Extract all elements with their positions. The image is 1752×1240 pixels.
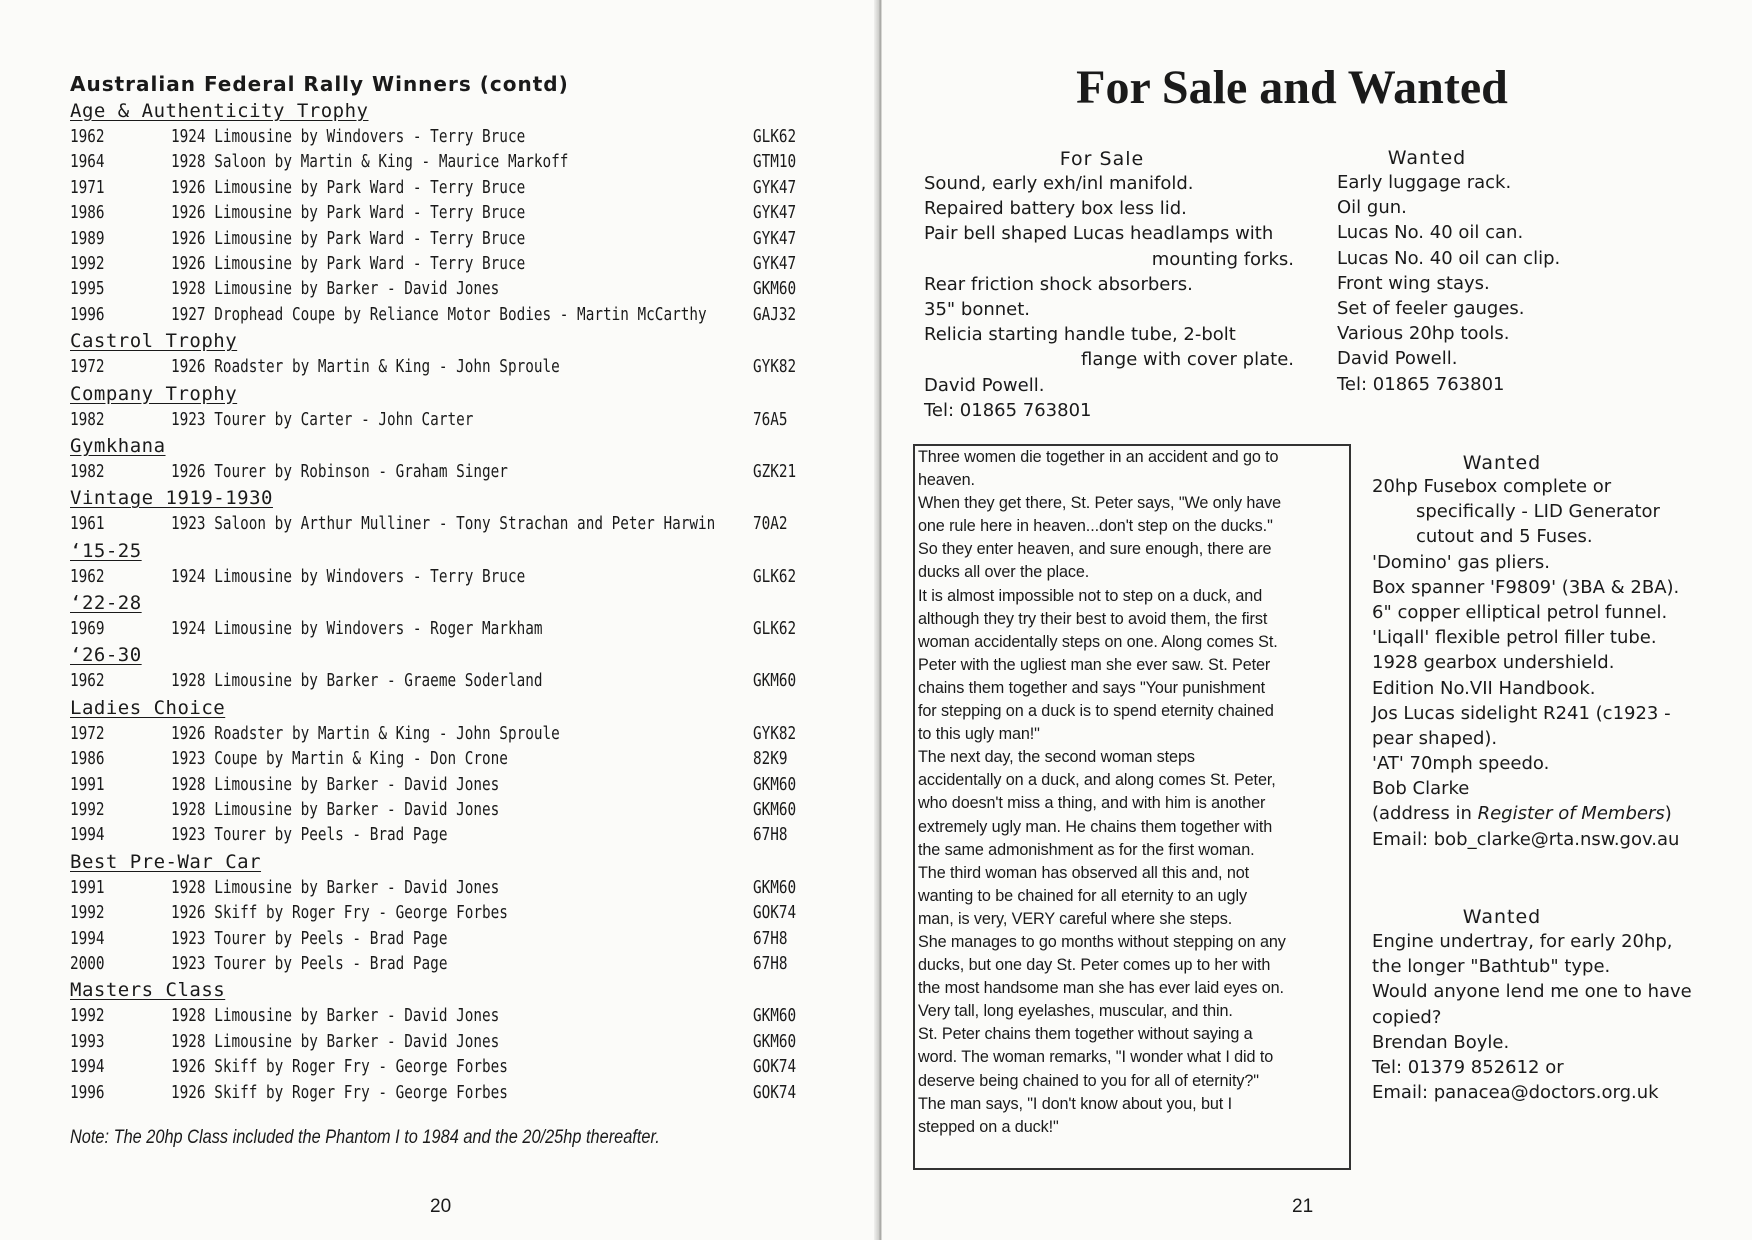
wanted-item: 6" copper elliptical petrol funnel. xyxy=(1372,601,1668,623)
story-line: to this ugly man!" xyxy=(918,725,1040,744)
car-registration: GLK62 xyxy=(753,566,797,587)
winner-year: 1986 xyxy=(70,749,105,770)
winner-description: 1926 Limousine by Park Ward - Terry Bruce xyxy=(171,253,526,274)
winner-description: 1927 Drophead Coupe by Reliance Motor Bodies - Martin McCarthy xyxy=(171,304,707,325)
wanted-item: Email: panacea@doctors.org.uk xyxy=(1372,1082,1659,1104)
story-line: extremely ugly man. He chains them together with xyxy=(918,817,1273,836)
car-registration: 76A5 xyxy=(753,409,788,430)
section-heading xyxy=(70,485,850,512)
wanted-list-2 xyxy=(1372,474,1732,852)
winner-description: 1923 Coupe by Martin & King - Don Crone xyxy=(171,749,508,770)
wanted-item: 'AT' 70mph speedo. xyxy=(1372,753,1550,775)
car-registration: GTM10 xyxy=(753,152,797,173)
wanted-item: specifically - LID Generator xyxy=(1416,501,1660,523)
duck-joke-story xyxy=(918,446,1350,1139)
wanted-item: Bob Clarke xyxy=(1372,778,1470,800)
section-heading xyxy=(70,433,850,460)
wanted-list-3 xyxy=(1372,929,1732,1105)
story-line: When they get there, St. Peter says, "We only have xyxy=(918,494,1282,513)
wanted-item: Box spanner 'F9809' (3BA & 2BA). xyxy=(1372,576,1680,598)
story-line: stepped on a duck!" xyxy=(918,1117,1059,1136)
winner-row xyxy=(70,901,850,926)
story-line: one rule here in heaven...don't step on the ducks." xyxy=(918,517,1273,536)
winner-description: 1923 Tourer by Peels - Brad Page xyxy=(171,928,448,949)
story-line: The man says, "I don't know about you, but I xyxy=(918,1094,1232,1113)
story-line: the same admonishment as for the first woman. xyxy=(918,840,1255,859)
wanted-item: Various 20hp tools. xyxy=(1337,323,1510,345)
wanted-item: 'Liqall' flexible petrol filler tube. xyxy=(1372,627,1657,649)
for-sale-item: Relicia starting handle tube, 2-bolt xyxy=(924,324,1236,346)
winner-row xyxy=(70,1004,850,1029)
section-heading xyxy=(70,849,850,876)
winner-row xyxy=(70,460,850,485)
winner-year: 1992 xyxy=(70,1006,105,1027)
story-line: It is almost impossible not to step on a duck, and xyxy=(918,586,1263,605)
winner-description: 1928 Limousine by Barker - David Jones xyxy=(171,800,500,821)
car-registration: GYK82 xyxy=(753,723,797,744)
car-registration: GKM60 xyxy=(753,1006,797,1027)
winner-year: 1982 xyxy=(70,409,105,430)
winner-year: 1995 xyxy=(70,279,105,300)
winner-year: 1996 xyxy=(70,1082,105,1103)
winner-description: 1928 Limousine by Barker - David Jones xyxy=(171,774,500,795)
wanted-item: Lucas No. 40 oil can clip. xyxy=(1337,247,1561,269)
rally-winners-title: Australian Federal Rally Winners (contd) xyxy=(70,72,569,96)
section-heading xyxy=(70,642,850,669)
section-heading-text: ‘15-25 xyxy=(70,539,142,562)
winner-description: 1924 Limousine by Windovers - Terry Bruce xyxy=(171,127,526,147)
winner-row xyxy=(70,952,850,977)
wanted-item: Tel: 01865 763801 xyxy=(1337,373,1505,395)
story-line: The third woman has observed all this and, not xyxy=(918,863,1250,882)
story-line: word. The woman remarks, "I wonder what I did to xyxy=(918,1048,1274,1067)
winner-description: 1928 Saloon by Martin & King - Maurice Markoff xyxy=(171,152,569,173)
winner-year: 1962 xyxy=(70,566,105,587)
winner-description: 1924 Limousine by Windovers - Roger Markham xyxy=(171,619,543,640)
section-heading xyxy=(70,381,850,408)
wanted-item: the longer "Bathtub" type. xyxy=(1372,956,1611,978)
story-line: woman accidentally steps on one. Along comes St. xyxy=(918,632,1278,651)
winner-row xyxy=(70,277,850,302)
winner-year: 1993 xyxy=(70,1031,105,1052)
wanted-item: (address in Register of Members) xyxy=(1372,803,1672,825)
winner-description: 1923 Tourer by Peels - Brad Page xyxy=(171,825,448,846)
winner-year: 1972 xyxy=(70,723,105,744)
winner-row xyxy=(70,617,850,642)
winner-year: 1991 xyxy=(70,774,105,795)
for-sale-item: Sound, early exh/inl manifold. xyxy=(924,173,1194,194)
section-heading xyxy=(70,538,850,565)
winner-description: 1926 Tourer by Robinson - Graham Singer xyxy=(171,461,508,482)
winner-row xyxy=(70,565,850,590)
for-sale-item: flange with cover plate. xyxy=(1081,349,1294,371)
section-heading-text: Gymkhana xyxy=(70,434,166,457)
wanted-item: Early luggage rack. xyxy=(1337,172,1512,193)
story-line: who doesn't miss a thing, and with him is another xyxy=(918,794,1266,813)
wanted-item: Would anyone lend me one to have xyxy=(1372,981,1692,1003)
winner-description: 1926 Skiff by Roger Fry - George Forbes xyxy=(171,903,508,924)
for-sale-item: Rear friction shock absorbers. xyxy=(924,273,1193,295)
winner-row xyxy=(70,1055,850,1080)
winner-description: 1928 Limousine by Barker - David Jones xyxy=(171,279,500,300)
winner-year: 1969 xyxy=(70,619,105,640)
winner-row xyxy=(70,1081,850,1106)
for-sale-item: Tel: 01865 763801 xyxy=(924,399,1092,421)
car-registration: GAJ32 xyxy=(753,304,797,325)
winner-year: 1961 xyxy=(70,514,105,535)
car-registration: GYK47 xyxy=(753,253,797,274)
winner-row xyxy=(70,798,850,823)
car-registration: GKM60 xyxy=(753,877,797,898)
winner-year: 1994 xyxy=(70,1057,105,1078)
wanted-heading-1: Wanted xyxy=(1387,147,1467,169)
story-line: ducks all over the place. xyxy=(918,563,1090,582)
winner-row xyxy=(70,303,850,328)
for-sale-item: David Powell. xyxy=(924,374,1045,396)
winner-row xyxy=(70,773,850,798)
car-registration: GYK47 xyxy=(753,177,797,198)
winner-year: 1971 xyxy=(70,177,105,198)
car-registration: GLK62 xyxy=(753,127,797,147)
winner-row xyxy=(70,876,850,901)
car-registration: 82K9 xyxy=(753,749,788,770)
section-heading-text: Best Pre-War Car xyxy=(70,850,262,873)
car-registration: 70A2 xyxy=(753,514,788,535)
winner-description: 1926 Skiff by Roger Fry - George Forbes xyxy=(171,1057,508,1078)
winner-row xyxy=(70,722,850,747)
winner-year: 1964 xyxy=(70,152,105,173)
section-heading xyxy=(70,695,850,722)
story-line: man, is very, VERY careful where she steps. xyxy=(918,909,1233,928)
winner-row xyxy=(70,823,850,848)
winner-row xyxy=(70,927,850,952)
rally-winners-list xyxy=(70,98,850,1106)
car-registration: GLK62 xyxy=(753,619,797,640)
winner-description: 1928 Limousine by Barker - David Jones xyxy=(171,1006,500,1027)
for-sale-list xyxy=(924,171,1294,423)
car-registration: 67H8 xyxy=(753,928,788,949)
wanted-item: Tel: 01379 852612 or xyxy=(1372,1056,1564,1078)
section-heading-text: Age & Authenticity Trophy xyxy=(70,100,369,122)
section-heading-text: Vintage 1919-1930 xyxy=(70,487,273,510)
winner-year: 1989 xyxy=(70,228,105,249)
winner-year: 1994 xyxy=(70,825,105,846)
winner-row xyxy=(70,252,850,277)
car-registration: GOK74 xyxy=(753,903,797,924)
story-line: wanting to be chained for all eternity to an ugly xyxy=(918,886,1247,905)
story-line: the most handsome man she has ever laid eyes on. xyxy=(918,979,1284,998)
winner-year: 1996 xyxy=(70,304,105,325)
winner-description: 1923 Tourer by Peels - Brad Page xyxy=(171,953,448,974)
wanted-item: Jos Lucas sidelight R241 (c1923 - xyxy=(1372,702,1671,724)
winner-year: 1962 xyxy=(70,671,105,692)
section-heading xyxy=(70,977,850,1004)
winner-description: 1926 Roadster by Martin & King - John Sproule xyxy=(171,357,560,378)
winner-description: 1926 Limousine by Park Ward - Terry Bruce xyxy=(171,203,526,224)
winner-year: 2000 xyxy=(70,953,105,974)
winner-year: 1992 xyxy=(70,253,105,274)
wanted-list-1 xyxy=(1337,170,1637,397)
winner-description: 1926 Limousine by Park Ward - Terry Bruce xyxy=(171,228,526,249)
car-registration: 67H8 xyxy=(753,953,788,974)
wanted-heading-3: Wanted xyxy=(1462,906,1542,928)
winner-description: 1926 Limousine by Park Ward - Terry Bruce xyxy=(171,177,526,198)
winner-description: 1926 Roadster by Martin & King - John Sproule xyxy=(171,723,560,744)
story-line: ducks, but one day St. Peter comes up to her with xyxy=(918,956,1271,975)
car-registration: GKM60 xyxy=(753,774,797,795)
winner-year: 1982 xyxy=(70,461,105,482)
story-line: for stepping on a duck is to spend eternity chained xyxy=(918,702,1274,721)
story-line: deserve being chained to you for all of eternity?" xyxy=(918,1071,1259,1090)
winner-row xyxy=(70,512,850,537)
car-registration: GKM60 xyxy=(753,671,797,692)
section-heading-text: Ladies Choice xyxy=(70,696,226,719)
wanted-item: Oil gun. xyxy=(1337,197,1407,219)
wanted-item: cutout and 5 Fuses. xyxy=(1416,526,1593,548)
story-line: The next day, the second woman steps xyxy=(918,748,1195,767)
section-heading xyxy=(70,328,850,355)
for-sale-item: 35" bonnet. xyxy=(924,298,1031,320)
story-line: although they try their best to avoid them, the first xyxy=(918,609,1268,628)
car-registration: 67H8 xyxy=(753,825,788,846)
wanted-item: pear shaped). xyxy=(1372,727,1498,749)
story-line: accidentally on a duck, and along comes St. Peter, xyxy=(918,771,1276,790)
car-registration: GYK82 xyxy=(753,357,797,378)
class-note: Note: The 20hp Class included the Phantom I to 1984 and the 20/25hp thereafter. xyxy=(70,1127,660,1148)
story-line: She manages to go months without stepping on any xyxy=(918,932,1286,951)
wanted-item: copied? xyxy=(1372,1006,1442,1028)
story-line: Three women die together in an accident and go to xyxy=(918,448,1279,466)
winner-row xyxy=(70,408,850,433)
winner-row xyxy=(70,1030,850,1055)
car-registration: GOK74 xyxy=(753,1082,797,1103)
section-heading-text: Masters Class xyxy=(70,979,226,1002)
winner-description: 1923 Saloon by Arthur Mulliner - Tony Strachan and Peter Harwin xyxy=(171,514,716,535)
for-sale-item: Pair bell shaped Lucas headlamps with xyxy=(924,223,1274,245)
winner-year: 1962 xyxy=(70,127,105,147)
wanted-item: David Powell. xyxy=(1337,348,1458,370)
wanted-item: Front wing stays. xyxy=(1337,272,1490,294)
story-line: Very tall, long eyelashes, muscular, and thin. xyxy=(918,1002,1233,1021)
car-registration: GOK74 xyxy=(753,1057,797,1078)
winner-description: 1928 Limousine by Barker - David Jones xyxy=(171,877,500,898)
page-number-left: 20 xyxy=(430,1196,452,1217)
winner-row xyxy=(70,669,850,694)
story-line: heaven. xyxy=(918,471,975,490)
winner-row xyxy=(70,227,850,252)
winner-year: 1994 xyxy=(70,928,105,949)
car-registration: GYK47 xyxy=(753,228,797,249)
car-registration: GKM60 xyxy=(753,1031,797,1052)
for-sale-item: Repaired battery box less lid. xyxy=(924,198,1187,220)
wanted-item: Email: bob_clarke@rta.nsw.gov.au xyxy=(1372,828,1680,850)
car-registration: GKM60 xyxy=(753,800,797,821)
winner-year: 1986 xyxy=(70,203,105,224)
winner-row xyxy=(70,125,850,150)
winner-description: 1923 Tourer by Carter - John Carter xyxy=(171,409,474,430)
section-heading-text: ‘22-28 xyxy=(70,592,142,615)
for-sale-wanted-title: For Sale and Wanted xyxy=(1076,61,1508,114)
winner-row xyxy=(70,201,850,226)
section-heading-text: ‘26-30 xyxy=(70,644,142,667)
wanted-item: Engine undertray, for early 20hp, xyxy=(1372,931,1673,952)
story-line: Peter with the ugliest man she ever saw. St. Peter xyxy=(918,655,1271,674)
wanted-item: 'Domino' gas pliers. xyxy=(1372,551,1551,573)
wanted-item: Set of feeler gauges. xyxy=(1337,297,1525,319)
register-reference: Register of Members xyxy=(1477,803,1665,825)
wanted-item: 1928 gearbox undershield. xyxy=(1372,652,1615,674)
winner-description: 1924 Limousine by Windovers - Terry Bruce xyxy=(171,566,526,587)
story-line: St. Peter chains them together without saying a xyxy=(918,1025,1253,1044)
winner-description: 1928 Limousine by Barker - Graeme Soderland xyxy=(171,671,543,692)
car-registration: GKM60 xyxy=(753,279,797,300)
story-line: So they enter heaven, and sure enough, there are xyxy=(918,540,1272,559)
winner-row xyxy=(70,355,850,380)
winner-year: 1991 xyxy=(70,877,105,898)
car-registration: GYK47 xyxy=(753,203,797,224)
section-heading xyxy=(70,590,850,617)
for-sale-item: mounting forks. xyxy=(1151,248,1294,270)
page-number-right: 21 xyxy=(1292,1196,1314,1217)
winner-description: 1926 Skiff by Roger Fry - George Forbes xyxy=(171,1082,508,1103)
story-line: chains them together and says "Your punishment xyxy=(918,678,1265,697)
section-heading-text: Company Trophy xyxy=(70,382,238,405)
section-heading-text: Castrol Trophy xyxy=(70,330,238,353)
winner-year: 1992 xyxy=(70,903,105,924)
right-page xyxy=(882,0,1752,1240)
winner-description: 1928 Limousine by Barker - David Jones xyxy=(171,1031,500,1052)
wanted-item: Lucas No. 40 oil can. xyxy=(1337,222,1524,244)
wanted-item: 20hp Fusebox complete or xyxy=(1372,476,1612,497)
for-sale-heading: For Sale xyxy=(1059,148,1145,170)
winner-row xyxy=(70,176,850,201)
section-heading xyxy=(70,98,850,125)
wanted-heading-2: Wanted xyxy=(1462,452,1542,474)
winner-year: 1992 xyxy=(70,800,105,821)
winner-year: 1972 xyxy=(70,357,105,378)
wanted-item: Brendan Boyle. xyxy=(1372,1031,1510,1053)
winner-row xyxy=(70,150,850,175)
wanted-item: Edition No.VII Handbook. xyxy=(1372,677,1596,699)
car-registration: GZK21 xyxy=(753,461,797,482)
winner-row xyxy=(70,747,850,772)
